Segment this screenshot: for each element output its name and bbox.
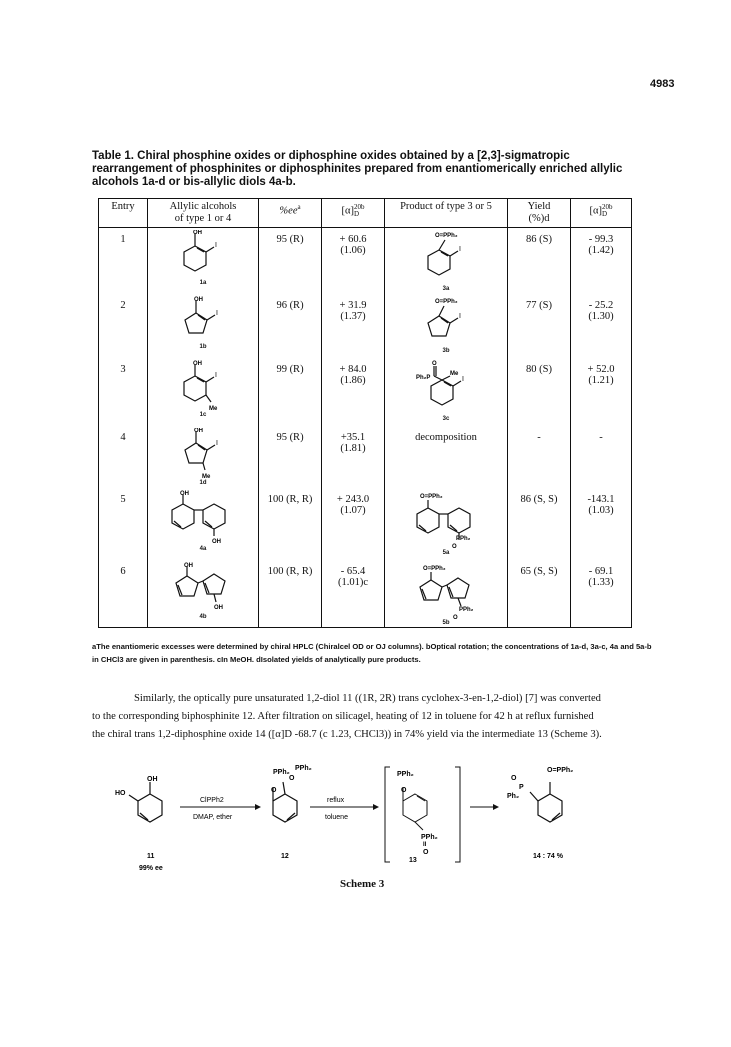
alcohol-cell	[148, 560, 259, 628]
alcohol-cell	[148, 358, 259, 426]
rotation-cell	[322, 294, 385, 358]
yield-value: -	[537, 431, 541, 443]
header-rot2	[571, 199, 632, 228]
svg-text:I: I	[216, 309, 218, 317]
svg-text:O: O	[289, 775, 295, 782]
ee-value: 100 (R, R)	[267, 493, 313, 505]
reagent-2-bottom: toluene	[325, 814, 348, 821]
rotation-cell	[322, 488, 385, 560]
structure-5b	[401, 562, 491, 620]
rotation2-cell	[571, 488, 632, 560]
structure-5a	[398, 490, 494, 550]
caption-label: Table 1.	[92, 150, 134, 162]
svg-text:PPh₂: PPh₂	[295, 765, 312, 772]
rotation-cell	[322, 426, 385, 488]
svg-text:I: I	[462, 375, 464, 383]
rotation2-value: -	[599, 431, 603, 443]
paragraph-line: Similarly, the optically pure unsaturated 1,2-diol 11 ((1R, 2R) trans cyclohex-3-en-1,2-diol) [7] was converted	[134, 693, 601, 704]
entry-cell: 6	[99, 560, 148, 628]
scheme-3-figure	[105, 762, 625, 877]
product-cell	[385, 358, 508, 426]
svg-text:P: P	[519, 784, 524, 791]
rotation-cell	[322, 358, 385, 426]
concentration-value: (1.01)c	[337, 576, 369, 588]
svg-text:O: O	[453, 614, 458, 620]
rotation-value: + 84.0	[339, 363, 367, 375]
svg-text:I: I	[216, 439, 218, 447]
header-yield-line2: (%)d	[528, 213, 550, 224]
compound-label: 1c	[199, 411, 207, 418]
svg-text:O: O	[423, 849, 429, 856]
header-rot1-sup: 20	[354, 203, 361, 212]
structure-3a	[411, 230, 481, 286]
reagent-2-top: reflux	[327, 797, 345, 804]
ee-cell	[259, 228, 322, 294]
svg-text:PPh₂: PPh₂	[456, 535, 471, 542]
paragraph-line: to the corresponding biphosphinite 12. After filtration on silicagel, heating of 12 in toluene for 42 h at reflux furnished	[92, 711, 594, 722]
svg-text:OH: OH	[180, 490, 189, 497]
rotation2-cell	[571, 358, 632, 426]
compound-label: 5b	[442, 619, 450, 626]
svg-text:Me: Me	[450, 370, 459, 377]
paragraph-line: the chiral trans 1,2-diphosphine oxide 14 ([α]D -68.7 (c 1.23, CHCl3)) in 74% yield via the intermediate 13 (Scheme 3).	[92, 729, 602, 740]
entry-cell: 3	[99, 358, 148, 426]
svg-text:Me: Me	[209, 405, 218, 412]
results-table	[98, 198, 632, 628]
svg-text:OH: OH	[212, 538, 221, 545]
rotation2-cell	[571, 228, 632, 294]
yield-cell	[508, 560, 571, 628]
compound-label: 4b	[199, 613, 207, 620]
yield-cell	[508, 488, 571, 560]
svg-text:Ph₂P: Ph₂P	[416, 374, 431, 381]
rotation2-value: -143.1	[587, 493, 615, 505]
header-ee	[259, 199, 322, 228]
svg-text:O=PPh₂: O=PPh₂	[547, 767, 574, 774]
yield-cell	[508, 228, 571, 294]
header-rot1-text: [α]	[341, 205, 354, 217]
structure-1b	[173, 296, 233, 344]
svg-text:O: O	[511, 775, 517, 782]
rotation-cell	[322, 560, 385, 628]
alcohol-cell	[148, 228, 259, 294]
scheme-label-11-ee: 99% ee	[139, 865, 163, 872]
header-product: Product of type 3 or 5	[385, 199, 508, 228]
rotation-value: + 31.9	[339, 299, 367, 311]
concentration2-value: (1.21)	[588, 374, 614, 386]
yield-cell	[508, 294, 571, 358]
table-header-row	[99, 199, 632, 228]
svg-text:OH: OH	[214, 604, 223, 611]
alcohol-cell	[148, 294, 259, 358]
header-rot2-sub: D	[602, 210, 608, 219]
structure-3b	[411, 296, 481, 348]
entry-cell: 2	[99, 294, 148, 358]
ee-value: 95 (R)	[276, 234, 304, 245]
header-alcohol-line2: of type 1 or 4	[174, 213, 232, 224]
body-paragraph	[92, 690, 652, 744]
yield-cell	[508, 426, 571, 488]
concentration2-value: (1.30)	[588, 310, 614, 322]
ee-cell	[259, 294, 322, 358]
svg-text:Ph₂: Ph₂	[507, 793, 520, 800]
table-footnote: aThe enantiomeric excesses were determined by chiral HPLC (Chiralcel OD or OJ columns). bOptical rotation; the concentrations of 1a-d, 3a-c, 4a and 5a-b in CHCl3 are given in parenthesis. cIn MeOH. dIsolated yields of analytically pure products.	[92, 642, 652, 664]
concentration-value: (1.06)	[340, 245, 366, 256]
ee-value: 95 (R)	[276, 431, 304, 443]
structure-4a	[158, 490, 248, 546]
scheme-label-12: 12	[281, 853, 289, 860]
caption-text: Chiral phosphine oxides or diphosphine oxides obtained by a [2,3]-sigmatropic rearrangement of phosphinites or diphosphinites prepared from enantiomerically enriched allylic alcohols 1a-d or bis-allylic diols 4a-b.	[92, 150, 623, 188]
header-rot1-sub: D	[354, 210, 360, 219]
svg-text:II: II	[423, 842, 427, 848]
svg-text:OH: OH	[193, 360, 202, 367]
concentration2-value: (1.42)	[588, 245, 614, 256]
svg-text:O: O	[401, 787, 407, 794]
structure-1d	[173, 428, 233, 480]
compound-label: 4a	[199, 545, 207, 552]
table-row	[99, 488, 632, 560]
header-ee-sup: a	[297, 203, 301, 211]
ee-value: 99 (R)	[276, 363, 304, 375]
svg-text:O: O	[271, 787, 277, 794]
svg-text:I: I	[459, 312, 461, 320]
header-ee-text: %ee	[279, 205, 298, 217]
yield-value: 65 (S, S)	[520, 565, 558, 577]
compound-label: 5a	[442, 549, 450, 556]
svg-text:I: I	[215, 242, 217, 249]
rotation-cell	[322, 228, 385, 294]
svg-text:PPh₂: PPh₂	[459, 606, 474, 613]
svg-text:OH: OH	[194, 296, 203, 303]
concentration-value: (1.07)	[340, 504, 366, 516]
header-rot2-note: b	[609, 203, 613, 211]
yield-value: 86 (S)	[526, 234, 552, 245]
rotation-value: + 243.0	[336, 493, 370, 505]
svg-text:I: I	[215, 371, 217, 379]
structure-1c	[173, 360, 233, 412]
ee-cell	[259, 560, 322, 628]
entry-cell: 5	[99, 488, 148, 560]
table-row	[99, 426, 632, 488]
table-row	[99, 228, 632, 294]
concentration-value: (1.81)	[340, 442, 366, 454]
rotation2-cell	[571, 294, 632, 358]
svg-text:OH: OH	[193, 230, 202, 236]
header-rot1	[322, 199, 385, 228]
concentration-value: (1.86)	[340, 374, 366, 386]
yield-cell	[508, 358, 571, 426]
structure-3c	[406, 360, 486, 416]
svg-text:PPh₂: PPh₂	[421, 834, 438, 841]
table-row	[99, 358, 632, 426]
compound-label: 3b	[442, 347, 450, 354]
reagent-1-bottom: DMAP, ether	[193, 814, 233, 821]
product-cell	[385, 426, 508, 488]
ee-cell	[259, 358, 322, 426]
concentration2-value: (1.03)	[588, 504, 614, 516]
table-row	[99, 560, 632, 628]
product-cell	[385, 228, 508, 294]
alcohol-cell	[148, 426, 259, 488]
header-rot2-sup: 20	[602, 203, 609, 212]
concentration2-value: (1.33)	[588, 576, 614, 588]
scheme-label-13: 13	[409, 857, 417, 864]
header-yield	[508, 199, 571, 228]
table-caption	[92, 150, 652, 189]
rotation-value: - 65.4	[340, 565, 366, 577]
compound-label: 1a	[199, 280, 207, 286]
structure-4b	[163, 562, 243, 614]
alcohol-cell	[148, 488, 259, 560]
header-entry: Entry	[99, 199, 148, 228]
svg-text:O: O	[452, 543, 457, 550]
entry-cell: 4	[99, 426, 148, 488]
yield-value: 77 (S)	[526, 299, 552, 311]
ee-cell	[259, 488, 322, 560]
rotation2-cell	[571, 560, 632, 628]
concentration-value: (1.37)	[340, 310, 366, 322]
compound-label: 1b	[199, 343, 207, 350]
svg-text:PPh₂: PPh₂	[397, 771, 414, 778]
rotation2-value: - 25.2	[588, 299, 614, 311]
header-alcohol-line1: Allylic alcohols	[169, 201, 237, 212]
svg-text:OH: OH	[184, 562, 193, 569]
rotation2-value: + 52.0	[587, 363, 615, 375]
compound-label: 1d	[199, 479, 207, 486]
svg-text:O: O	[432, 360, 437, 367]
rotation2-cell	[571, 426, 632, 488]
table-row	[99, 294, 632, 358]
product-cell	[385, 488, 508, 560]
rotation2-value: - 69.1	[588, 565, 614, 577]
page-number: 4983	[650, 78, 675, 90]
reagent-1-top: ClPPh2	[200, 797, 224, 804]
svg-text:HO: HO	[115, 790, 126, 797]
product-cell	[385, 294, 508, 358]
svg-text:O=PPh₂: O=PPh₂	[435, 233, 458, 239]
yield-value: 86 (S, S)	[520, 493, 558, 505]
product-cell	[385, 560, 508, 628]
header-yield-line1: Yield	[527, 201, 551, 212]
svg-text:I: I	[459, 246, 461, 253]
ee-value: 100 (R, R)	[267, 565, 313, 577]
compound-label: 3a	[442, 286, 450, 292]
svg-text:O=PPh₂: O=PPh₂	[423, 565, 446, 572]
svg-text:O=PPh₂: O=PPh₂	[420, 493, 443, 500]
ee-cell	[259, 426, 322, 488]
scheme-label-14: 14 : 74 %	[533, 853, 563, 860]
scheme-caption: Scheme 3	[340, 878, 385, 890]
product-text: decomposition	[415, 431, 477, 443]
entry-cell: 1	[99, 228, 148, 294]
svg-text:O=PPh₂: O=PPh₂	[435, 298, 458, 305]
svg-text:PPh₂: PPh₂	[273, 769, 290, 776]
header-rot1-note: b	[361, 203, 365, 211]
compound-label: 3c	[442, 415, 450, 422]
rotation-value: + 60.6	[339, 234, 367, 245]
svg-text:OH: OH	[194, 427, 203, 434]
rotation2-value: - 99.3	[588, 234, 614, 245]
header-rot2-text: [α]	[589, 205, 602, 217]
header-alcohol	[148, 199, 259, 228]
svg-text:Me: Me	[202, 473, 211, 480]
svg-text:OH: OH	[147, 776, 158, 783]
rotation-value: +35.1	[340, 431, 366, 443]
ee-value: 96 (R)	[276, 299, 304, 311]
structure-1a	[173, 230, 233, 280]
scheme-label-11: 11	[147, 853, 155, 860]
yield-value: 80 (S)	[526, 363, 552, 375]
